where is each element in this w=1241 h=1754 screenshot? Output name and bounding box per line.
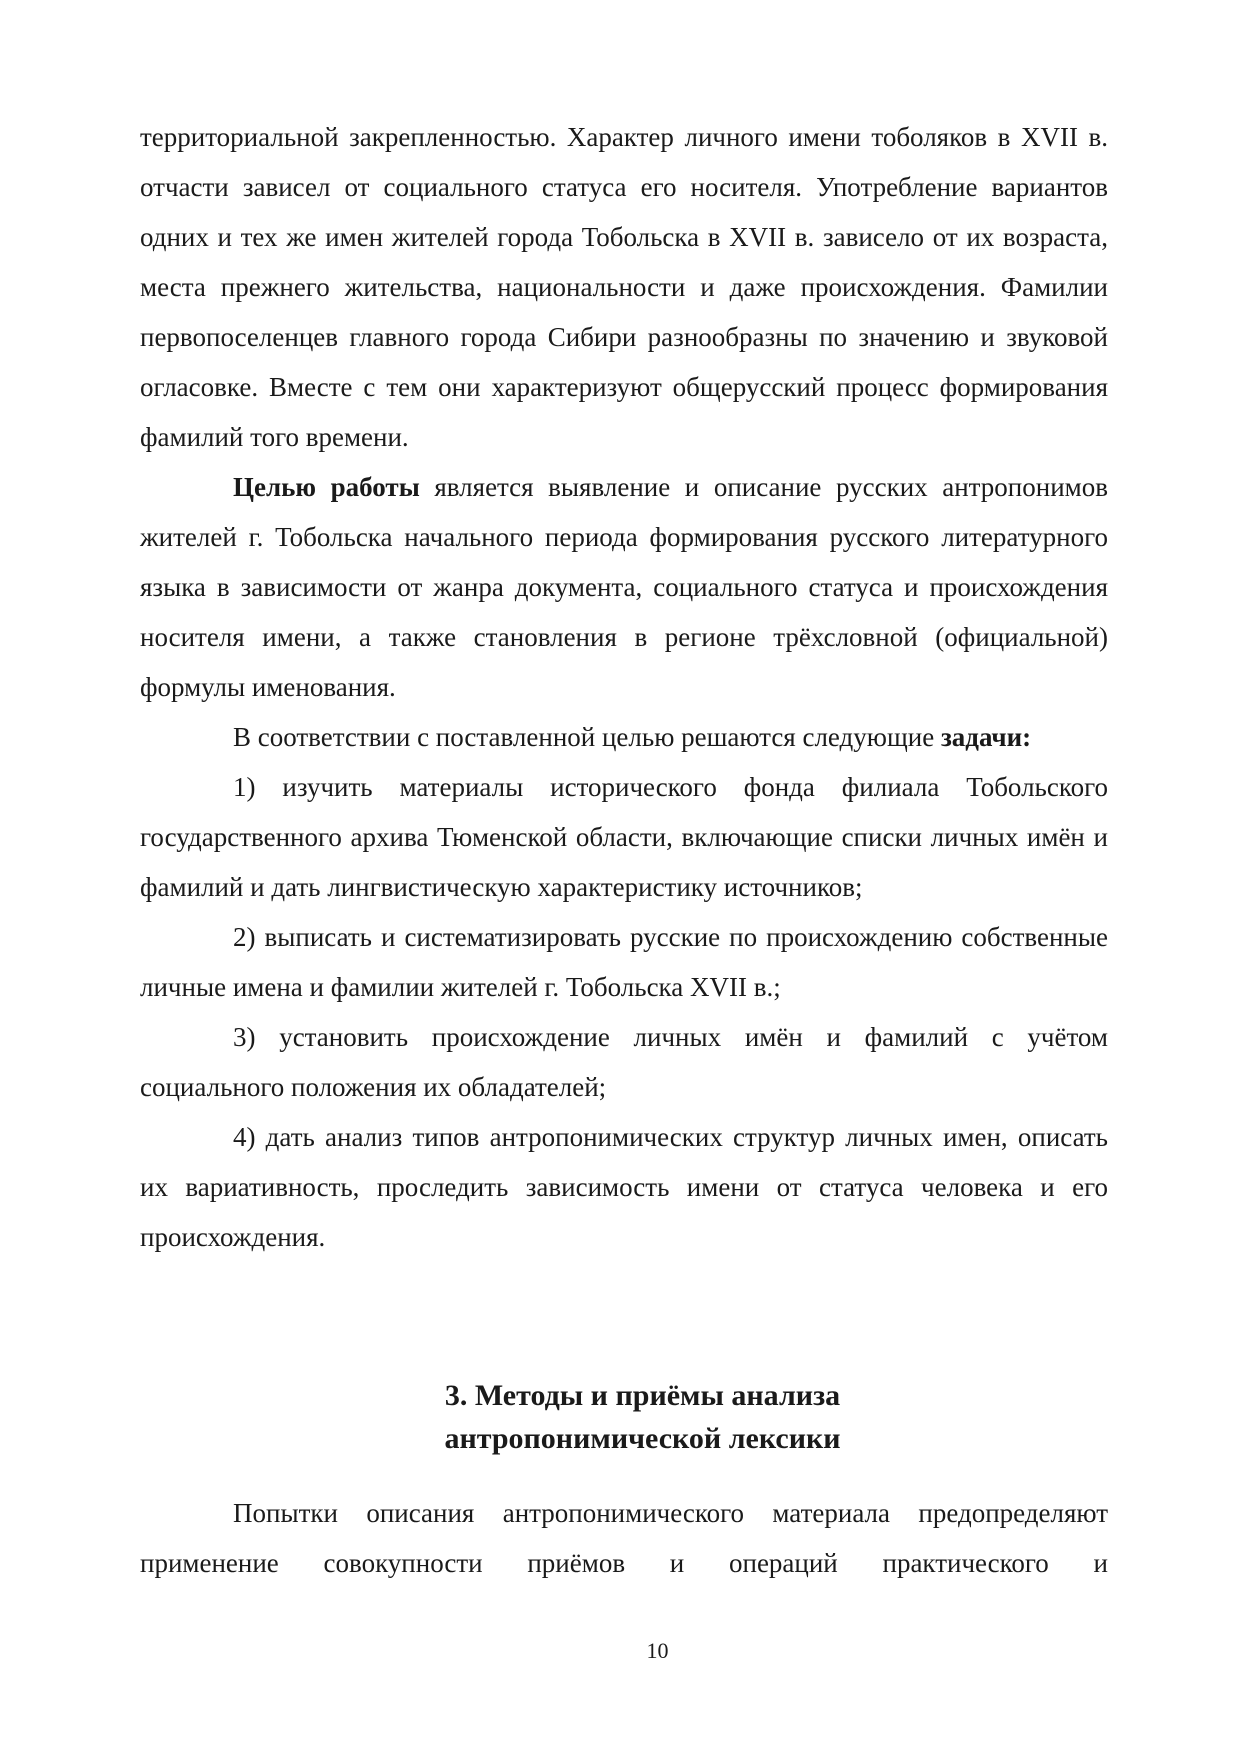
section-heading	[140, 1374, 1145, 1460]
tasks-intro-paragraph	[140, 712, 1108, 762]
task-item-1: 1) изучить материалы исторического фонда филиала Тобольского государственного архива Тюменской области, включающие списки личных имён и фамилий и дать лингвистическую характеристику источников;	[140, 772, 1108, 902]
section-heading-line-1: 3. Методы и приёмы анализа	[444, 1379, 841, 1412]
goal-text: является выявление и описание русских антропонимов жителей г. Тобольска начального периода формирования русского литературного языка в зависимости от жанра документа, социального статуса и происхождения носителя имени, а также становления в регионе трёхсловной (официальной) формулы именования.	[140, 472, 1108, 702]
page-number: 10	[646, 1638, 669, 1663]
task-item-4: 4) дать анализ типов антропонимических структур личных имен, описать их вариативность, проследить зависимость имени от статуса человека и его происхождения.	[140, 1122, 1108, 1252]
goal-bold-phrase: Целью работы	[233, 472, 420, 502]
tasks-bold-word: задачи:	[940, 722, 1032, 752]
section-first-paragraph: Попытки описания антропонимического материала предопределяют применение совокупности приёмов и операций практического и	[140, 1498, 1108, 1578]
section-heading-line-2: антропонимической лексики	[444, 1422, 841, 1455]
section-body-text	[140, 1488, 1108, 1588]
tasks-intro-text: В соответствии с поставленной целью решаются следующие	[233, 722, 941, 752]
main-body-text	[140, 112, 1108, 1262]
goal-paragraph	[140, 462, 1108, 712]
task-item-2: 2) выписать и систематизировать русские по происхождению собственные личные имена и фамилии жителей г. Тобольска XVII в.;	[140, 922, 1108, 1002]
task-item-3: 3) установить происхождение личных имён и фамилий с учётом социального положения их обладателей;	[140, 1022, 1108, 1102]
intro-paragraph: территориальной закрепленностью. Характер личного имени тоболяков в XVII в. отчасти зависел от социального статуса его носителя. Употребление вариантов одних и тех же имен жителей города Тобольска в XVII в. зависело от их возраста, места прежнего жительства, национальности и даже происхождения. Фамилии первопоселенцев главного города Сибири разнообразны по значению и звуковой огласовке. Вместе с тем они характеризуют общерусский процесс формирования фамилий того времени.	[140, 122, 1108, 452]
